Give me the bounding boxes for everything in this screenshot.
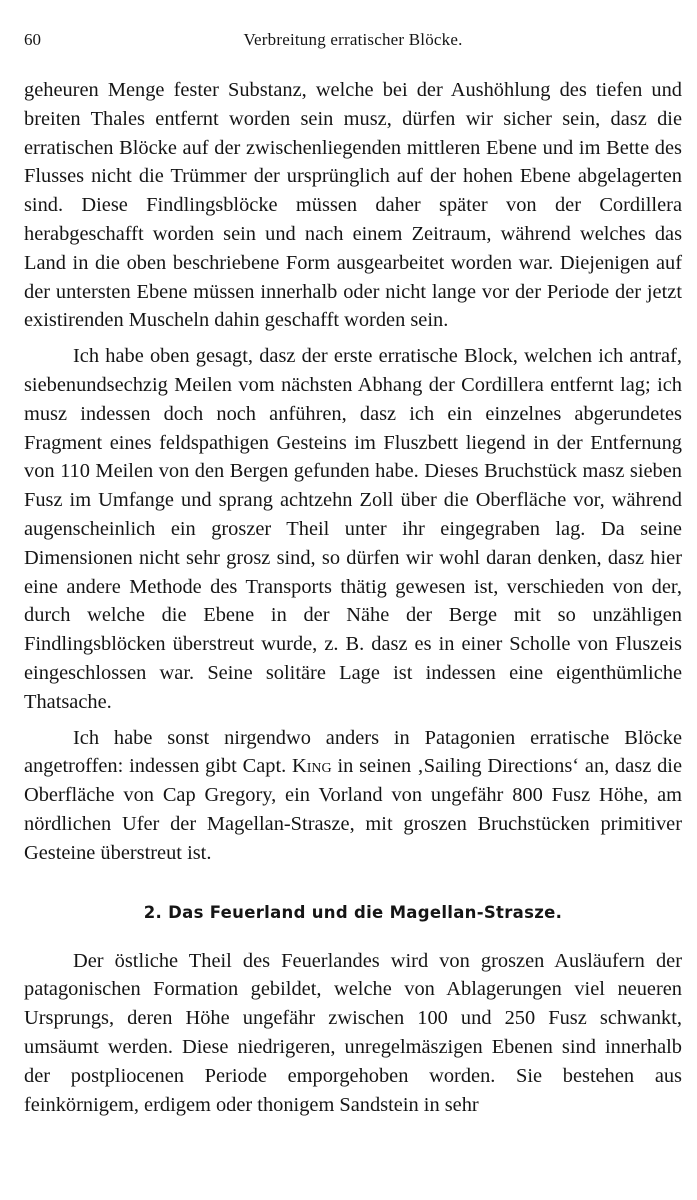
book-page bbox=[24, 30, 682, 1119]
paragraph-patagonia bbox=[24, 724, 682, 868]
paragraph-erratic-block: Ich habe oben gesagt, dasz der erste erratische Block, welchen ich antraf, siebenundsechzig Meilen vom nächsten Abhang der Cordillera entfernt lag; ich musz indessen doch noch anführen, dasz ich ein einzelnes abgerundetes Fragment eines feldspathigen Gesteins im Fluszbett liegend in der Entfernung von 110 Meilen von den Bergen gefunden habe. Dieses Bruchstück masz sieben Fusz im Umfange und sprang achtzehn Zoll über die Oberfläche vor, während augenscheinlich ein groszer Theil unter ihr eingegraben lag. Da seine Dimensionen nicht sehr grosz sind, so dürfen wir wohl daran denken, dasz hier eine andere Methode des Transports thätig gewesen ist, verschieden von der, durch welche die Ebene in der Nähe der Berge mit so unzähligen Findlingsblöcken überstreut wurde, z. B. dasz es in einer Scholle von Fluszeis eingeschlossen war. Seine solitäre Lage ist indessen eine eigenthümliche Thatsache. bbox=[24, 345, 682, 713]
page-number: 60 bbox=[24, 30, 41, 49]
running-title: Verbreitung erratischer Blöcke. bbox=[243, 30, 463, 49]
paragraph-continued: geheuren Menge fester Substanz, welche bei der Aushöhlung des tiefen und breiten Thales entfernt worden sein musz, dürfen wir sicher sein, dasz die erratischen Blöcke auf der zwischenliegenden mittleren Ebene und im Bette des Flusses nicht die Trümmer der ursprünglich auf der hohen Ebene abgelagerten sind. Diese Findlingsblöcke müssen daher später von der Cordillera herabgeschafft worden sein und nach einem Zeitraum, während welches das Land in die oben beschriebene Form ausgearbeitet worden war. Diejenigen auf der untersten Ebene müssen innerhalb oder nicht lange vor der Periode der jetzt existirenden Muscheln dahin geschafft worden sein. bbox=[24, 79, 682, 332]
author-name-king: King bbox=[292, 755, 332, 778]
body-text bbox=[24, 76, 682, 1119]
paragraph-feuerland: Der östliche Theil des Feuerlandes wird von groszen Ausläufern der patagonischen Formation gebildet, welche von Ablagerungen viel neueren Ursprungs, deren Höhe ungefähr zwischen 100 und 250 Fusz schwankt, umsäumt werden. Diese niedrigeren, unregelmäszigen Ebenen sind innerhalb der postpliocenen Periode emporgehoben worden. Sie bestehen aus feinkörnigem, erdigem oder thonigem Sandstein in sehr bbox=[24, 949, 682, 1116]
page-header bbox=[24, 30, 682, 56]
paragraph-text-after: in seinen ‚Sailing Directions‘ an, dasz die Oberfläche von Cap Gregory, ein Vorland von ungefähr 800 Fusz Höhe, am nördlichen Ufer der Magellan-Strasze, mit groszen Bruchstücken primitiver Gesteine überstreut ist. bbox=[24, 755, 682, 864]
section-heading: 2. Das Feuerland und die Magellan-Strasze. bbox=[143, 902, 563, 922]
paragraph-text-before: Ich habe sonst nirgendwo anders in Patagonien erratische Blöcke angetroffen: indessen gibt Capt. bbox=[24, 726, 682, 778]
